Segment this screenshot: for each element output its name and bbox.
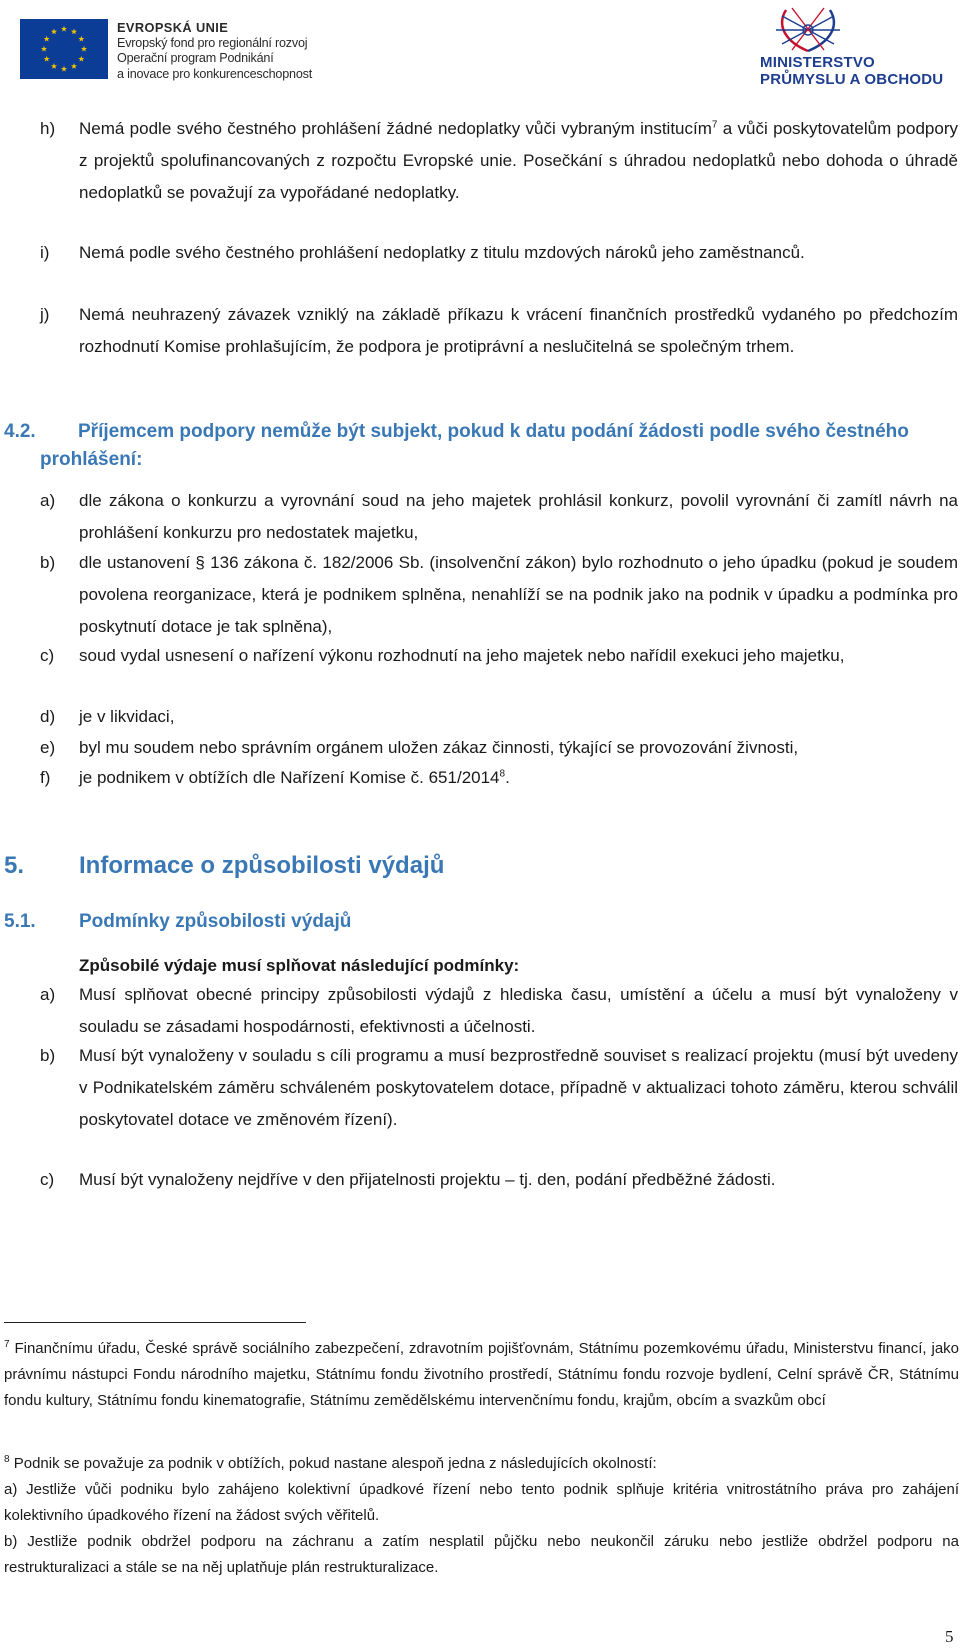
page-number: 5 [945, 1627, 954, 1646]
section-number: 4.2. [4, 421, 36, 442]
list-text: Musí splňovat obecné principy způsobilosti výdajů z hlediska času, umístění a účelu a musí být vynaloženy v souladu se zásadami hospodárnosti, efektivnosti a účelnosti. [79, 985, 958, 1036]
list-text: Nemá neuhrazený závazek vzniklý na základě příkazu k vrácení finančních prostředků vydaného po předchozím rozhodnutí Komise prohlašujícím, že podpora je protiprávní a neslučitelná se společným trhem. [79, 305, 958, 356]
ministry-line-1: MINISTERSTVO [760, 54, 875, 71]
section-number: 5.1. [4, 911, 36, 932]
page-header [0, 0, 960, 96]
list-marker: b) [40, 1046, 56, 1065]
ministry-label [760, 54, 943, 88]
list-text: byl mu soudem nebo správním orgánem uložen zákaz činnosti, týkající se provozování živnosti, [79, 738, 799, 757]
list-marker: i) [40, 243, 50, 262]
eu-line-1: EVROPSKÁ UNIE [117, 20, 229, 35]
list-marker: j) [40, 305, 50, 324]
list-marker: b) [40, 553, 56, 572]
ministry-line-2: PRŮMYSLU A OBCHODU [760, 71, 944, 88]
chapter-number: 5. [4, 852, 25, 879]
list-text: Musí být vynaloženy v souladu s cíli programu a musí bezprostředně souviset s realizací projektu (musí být uvedeny v Podnikatelském záměru schváleném poskytovatelem dotace, případně v aktualizaci tohoto záměru, kterou schválil poskytovatel dotace ve změnovém řízení). [79, 1046, 958, 1129]
list-marker: a) [40, 985, 56, 1004]
list-text [79, 762, 958, 794]
eu-line-4: a inovace pro konkurenceschopnost [117, 66, 313, 81]
ministry-logo-icon [768, 4, 848, 54]
footnote-ref-8[interactable]: 8 [499, 768, 506, 780]
subheading: Způsobilé výdaje musí splňovat následující podmínky: [79, 956, 520, 975]
footnote-7 [4, 1336, 959, 1414]
chapter-heading: Informace o způsobilosti výdajů [79, 852, 445, 879]
list-text: je v likvidaci, [79, 707, 175, 726]
list-marker: c) [40, 1170, 55, 1189]
footnote-separator [4, 1322, 306, 1323]
eu-program-label [117, 20, 312, 82]
footnote-text: Finančnímu úřadu, České správě sociálního zabezpečení, zdravotním pojišťovnám, Státnímu pozemkovému úřadu, Ministerstvu financí, jako právnímu nástupci Fondu národního majetku, Státnímu fondu životního prostředí, Státnímu fondu rozvoje bydlení, Celní správě ČR, Státnímu fondu kultury, Státnímu fondu kinematografie, Státnímu zemědělskému intervenčnímu fondu, krajům, obcím a svazkům obcí [4, 1340, 959, 1409]
footnote-number: 8 [4, 1454, 10, 1465]
list-marker: e) [40, 738, 56, 757]
list-marker: c) [40, 646, 55, 665]
footnote-8 [4, 1451, 959, 1581]
list-text: dle ustanovení § 136 zákona č. 182/2006 Sb. (insolvenční zákon) bylo rozhodnuto o jeho úpadku (pokud je soudem povolena reorganizace, která je podnikem splněna, nenahlíží se na podnik jako na podnik v úpadku a podmínka pro poskytnutí dotace je tak splněna), [79, 553, 958, 636]
section-heading: Podmínky způsobilosti výdajů [79, 911, 352, 932]
footnote-8a: a) Jestliže vůči podniku bylo zahájeno kolektivní úpadkové řízení nebo tento podnik splňuje kritéria vnitrostátního práva pro zahájení kolektivního úpadkového řízení na žádost svých věřitelů. [4, 1481, 959, 1524]
list-marker: h) [40, 119, 56, 138]
list-marker: a) [40, 491, 56, 510]
list-text: Nemá podle svého čestného prohlášení nedoplatky z titulu mzdových nároků jeho zaměstnanců. [79, 243, 805, 262]
list-text-part: a vůči poskytovatelům podpory z projektů spolufinancovaných z rozpočtu Evropské unie. Posečkání s úhradou nedoplatků nebo dohoda o úhradě nedoplatků se považují za vypořádané nedoplatky. [79, 119, 958, 202]
eu-flag-icon [20, 19, 108, 79]
eu-line-3: Operační program Podnikání [117, 51, 274, 65]
footnote-8b: b) Jestliže podnik obdržel podporu na záchranu a zatím nesplatil půjčku nebo neukončil záruku nebo jestliže obdržel podporu na restrukturalizaci a stále se na něj uplatňuje plán restrukturalizace. [4, 1533, 959, 1576]
list-text: soud vydal usnesení o nařízení výkonu rozhodnutí na jeho majetek nebo nařídil exekuci jeho majetku, [79, 646, 845, 665]
list-text-part: Nemá podle svého čestného prohlášení žádné nedoplatky vůči vybraným institucím [79, 119, 712, 138]
list-marker: f) [40, 768, 51, 787]
footnote-number: 7 [4, 1339, 10, 1350]
eu-line-2: Evropský fond pro regionální rozvoj [117, 35, 308, 50]
footnote-ref-7[interactable]: 7 [711, 119, 718, 131]
list-text: dle zákona o konkurzu a vyrovnání soud na jeho majetek prohlásil konkurz, povolil vyrovnání či zamítl návrh na prohlášení konkurzu pro nedostatek majetku, [79, 491, 958, 542]
list-text [79, 113, 958, 209]
section-heading: Příjemcem podpory nemůže být subjekt, pokud k datu podání žádosti podle svého čestného prohlášení: [40, 421, 909, 470]
list-marker: d) [40, 707, 56, 726]
list-text-part: je podnikem v obtížích dle Nařízení Komise č. 651/2014 [79, 768, 500, 787]
list-text: Musí být vynaloženy nejdříve v den přijatelnosti projektu – tj. den, podání předběžné žádosti. [79, 1170, 776, 1189]
list-text-part: . [505, 768, 510, 787]
footnote-text: Podnik se považuje za podnik v obtížích, pokud nastane alespoň jedna z následujících okolností: [9, 1455, 657, 1472]
